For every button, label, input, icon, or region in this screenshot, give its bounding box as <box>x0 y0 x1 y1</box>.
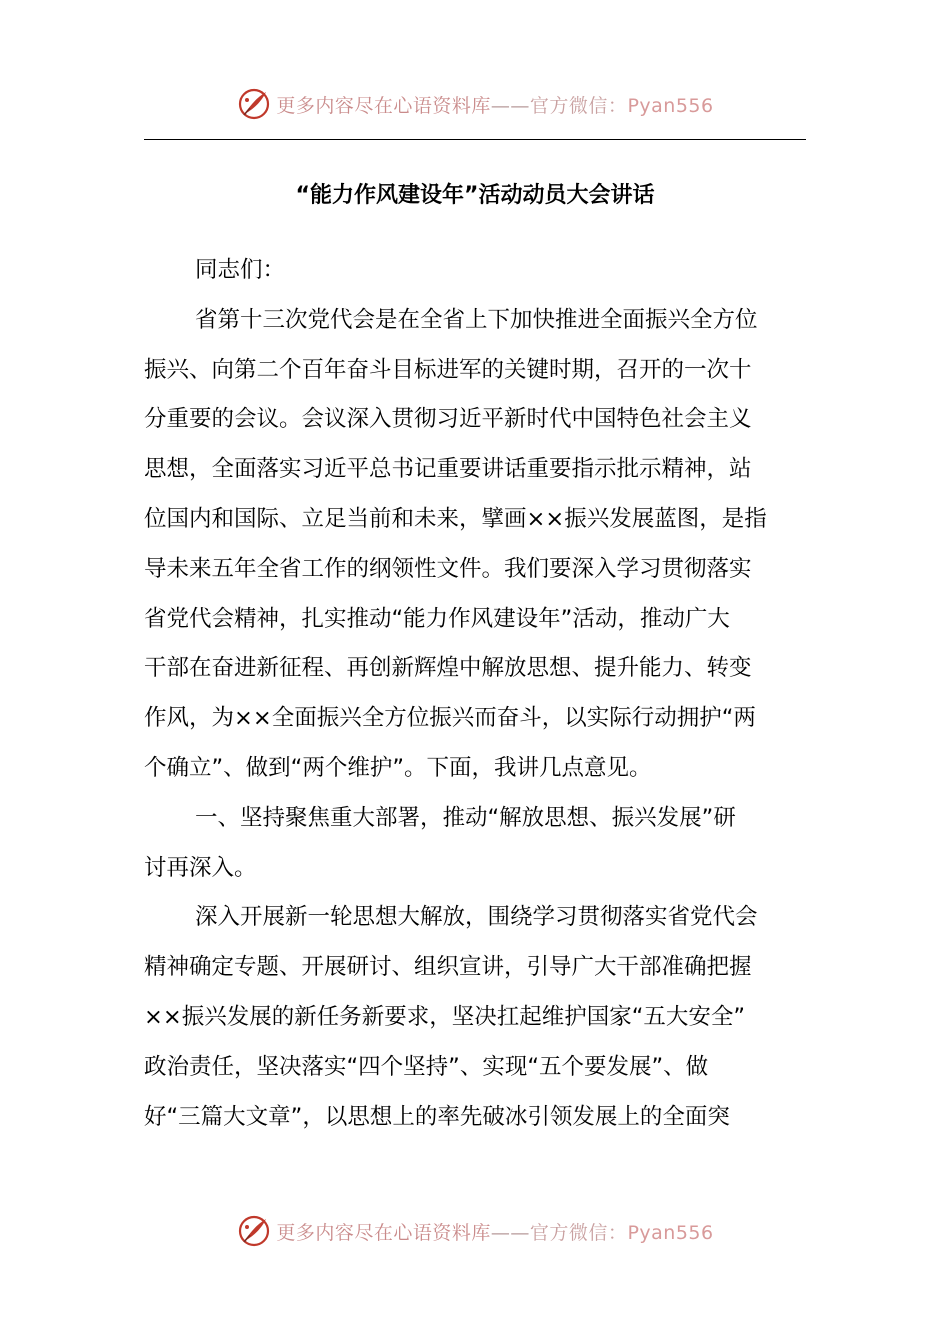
body-line: 振兴、向第二个百年奋斗目标进军的关键时期，召开的一次十 <box>144 356 752 383</box>
body-line: 讨再深入。 <box>144 854 257 881</box>
banner-text <box>276 91 713 118</box>
banner-wechat-label: 官方微信： <box>529 94 628 117</box>
feather-quill-logo-icon <box>236 86 272 122</box>
body-line: 好“三篇大文章”，以思想上的率先破冰引领发展上的全面突 <box>144 1103 730 1130</box>
footer-banner <box>0 1211 950 1251</box>
body-line: 作风，为××全面振兴全方位振兴而奋斗，以实际行动拥护“两 <box>144 705 756 732</box>
body-line: 精神确定专题、开展研讨、组织宣讲，引导广大干部准确把握 <box>144 954 752 981</box>
body-line: 位国内和国际、立足当前和未来，擘画××振兴发展蓝图，是指 <box>144 505 767 532</box>
banner-text <box>276 1218 713 1245</box>
body-line: 思想，全面落实习近平总书记重要讲话重要指示批示精神，站 <box>144 456 752 483</box>
body-line: 省第十三次党代会是在全省上下加快推进全面振兴全方位 <box>195 306 758 333</box>
banner-wechat-label: 官方微信： <box>529 1221 628 1244</box>
body-line: 政治责任，坚决落实“四个坚持”、实现“五个要发展”、做 <box>144 1053 709 1080</box>
document-body <box>144 246 806 1142</box>
banner-separator: —— <box>490 1221 530 1244</box>
body-line: 省党代会精神，扎实推动“能力作风建设年”活动，推动广大 <box>144 605 730 632</box>
header-divider <box>144 139 806 140</box>
banner-site-name: 更多内容尽在心语资料库 <box>276 94 491 117</box>
header-banner-content <box>236 86 713 122</box>
document-title: “能力作风建设年”活动动员大会讲话 <box>295 183 655 208</box>
body-line: 个确立”、做到“两个维护”。下面，我讲几点意见。 <box>144 754 652 781</box>
banner-wechat-id: Pyan556 <box>627 94 714 117</box>
banner-site-name: 更多内容尽在心语资料库 <box>276 1221 491 1244</box>
body-line: 导未来五年全省工作的纲领性文件。我们要深入学习贯彻落实 <box>144 555 752 582</box>
body-line: 一、坚持聚焦重大部署，推动“解放思想、振兴发展”研 <box>195 804 736 831</box>
banner-wechat-id: Pyan556 <box>627 1221 714 1244</box>
footer-banner-content <box>236 1213 713 1249</box>
body-line: 深入开展新一轮思想大解放，围绕学习贯彻落实省党代会 <box>195 904 758 931</box>
feather-quill-logo-icon <box>236 1213 272 1249</box>
header-banner <box>0 84 950 124</box>
body-line: 同志们： <box>195 257 286 283</box>
body-line: 分重要的会议。会议深入贯彻习近平新时代中国特色社会主义 <box>144 406 752 433</box>
banner-separator: —— <box>490 94 530 117</box>
body-line: ××振兴发展的新任务新要求，坚决扛起维护国家“五大安全” <box>144 1003 746 1030</box>
body-line: 干部在奋进新征程、再创新辉煌中解放思想、提升能力、转变 <box>144 655 752 682</box>
